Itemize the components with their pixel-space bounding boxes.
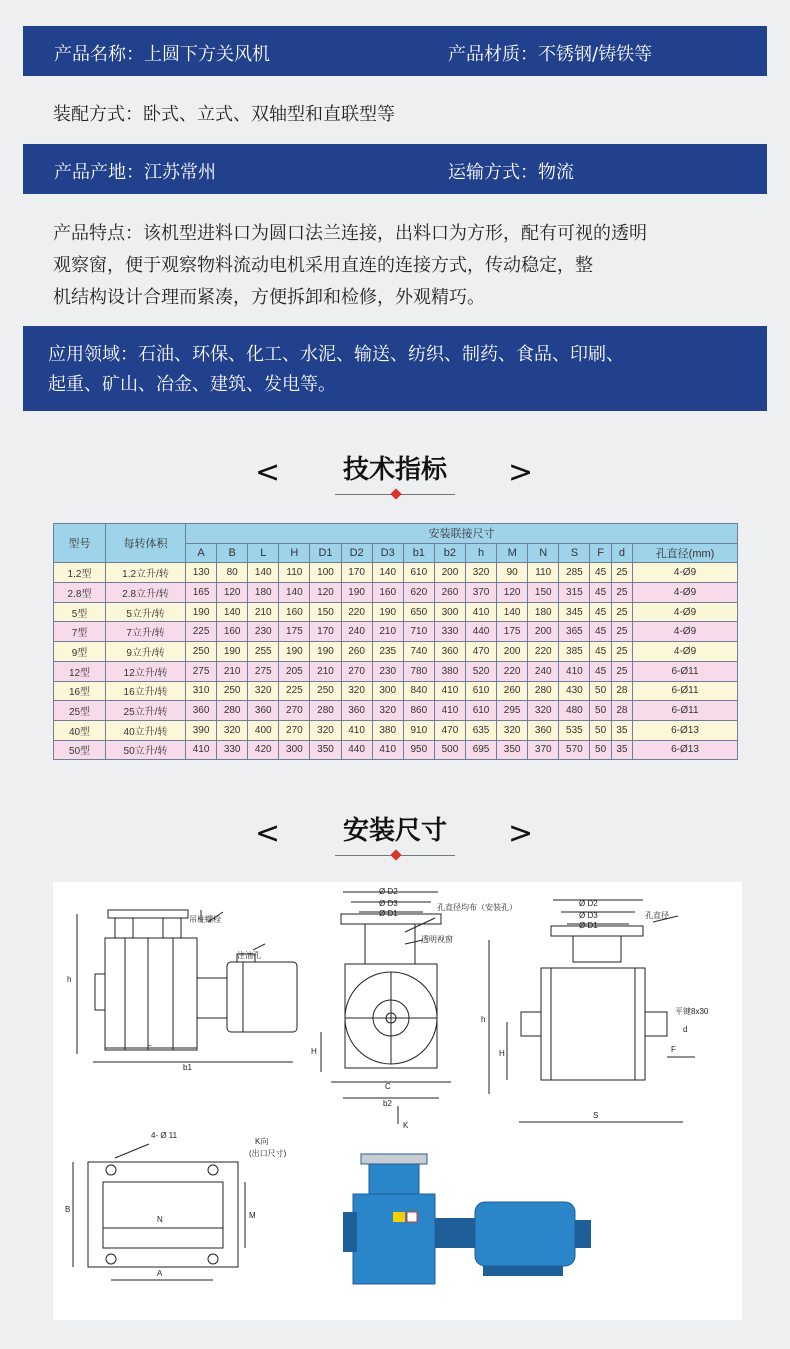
section-heading: 安装尺寸: [342, 816, 447, 846]
table-cell: 25型: [54, 701, 106, 721]
table-cell: 470: [434, 720, 465, 740]
table-cell: 255: [248, 642, 279, 662]
label-k-sub: (出口尺寸): [249, 1149, 287, 1158]
table-cell: 400: [248, 720, 279, 740]
table-cell: 650: [403, 602, 434, 622]
table-cell: 365: [559, 622, 590, 642]
label-lifting: 吊柱螺栓: [189, 915, 221, 924]
table-cell: 5立升/转: [106, 602, 186, 622]
label-hole4: 4- Ø 11: [151, 1131, 178, 1140]
table-cell: 210: [217, 661, 248, 681]
table-cell: 50: [590, 701, 611, 721]
table-cell: 300: [434, 602, 465, 622]
table-cell: 40型: [54, 720, 106, 740]
header-dim: b1: [403, 543, 434, 563]
info-band-origin-transport: [23, 144, 767, 194]
table-cell: 320: [341, 681, 372, 701]
table-row: [54, 642, 738, 662]
table-cell: 6-Ø11: [633, 661, 738, 681]
label-key: 平键8x30: [675, 1007, 709, 1016]
table-cell: 320: [372, 701, 403, 721]
table-cell: 9型: [54, 642, 106, 662]
table-cell: 16型: [54, 681, 106, 701]
table-cell: 240: [528, 661, 559, 681]
dim-d2-end: Ø D2: [579, 899, 598, 908]
header-dim: S: [559, 543, 590, 563]
outlet-view: [73, 1144, 245, 1280]
table-cell: 150: [528, 583, 559, 603]
table-cell: 610: [465, 701, 496, 721]
table-cell: 9立升/转: [106, 642, 186, 662]
table-cell: 320: [310, 720, 341, 740]
table-cell: 6-Ø13: [633, 720, 738, 740]
spec-table: [53, 523, 738, 760]
table-cell: 45: [590, 602, 611, 622]
table-cell: 6-Ø11: [633, 681, 738, 701]
table-cell: 190: [310, 642, 341, 662]
table-cell: 120: [310, 583, 341, 603]
table-cell: 300: [279, 740, 310, 760]
table-cell: 570: [559, 740, 590, 760]
table-cell: 200: [434, 563, 465, 583]
table-cell: 535: [559, 720, 590, 740]
table-cell: 310: [186, 681, 217, 701]
table-cell: 160: [217, 622, 248, 642]
table-cell: 410: [372, 740, 403, 760]
table-cell: 210: [248, 602, 279, 622]
table-cell: 110: [528, 563, 559, 583]
table-cell: 28: [611, 701, 632, 721]
dim-h: h: [67, 975, 72, 984]
header-dim: M: [497, 543, 528, 563]
table-row: [54, 661, 738, 681]
table-cell: 410: [465, 602, 496, 622]
product-material: 产品材质：不锈钢/铸铁等: [448, 44, 653, 65]
header-dim: h: [465, 543, 496, 563]
application-line: 应用领域：石油、环保、化工、水泥、输送、纺织、制药、食品、印刷、: [48, 344, 624, 365]
table-cell: 695: [465, 740, 496, 760]
header-dim: H: [279, 543, 310, 563]
header-dim: B: [217, 543, 248, 563]
table-cell: 170: [341, 563, 372, 583]
header-dim: 孔直径(mm): [633, 543, 738, 563]
table-cell: 2.8型: [54, 583, 106, 603]
table-cell: 4-Ø9: [633, 563, 738, 583]
table-cell: 440: [465, 622, 496, 642]
dim-b1: b1: [183, 1063, 192, 1072]
table-cell: 220: [341, 602, 372, 622]
table-cell: 230: [248, 622, 279, 642]
dim-A: A: [157, 1269, 163, 1278]
table-cell: 410: [341, 720, 372, 740]
dim-L: L: [147, 1039, 152, 1048]
dim-M: M: [249, 1211, 256, 1220]
table-cell: 240: [341, 622, 372, 642]
table-cell: 330: [217, 740, 248, 760]
table-row: [54, 740, 738, 760]
table-cell: 110: [279, 563, 310, 583]
table-cell: 390: [186, 720, 217, 740]
table-cell: 2.8立升/转: [106, 583, 186, 603]
section-title-tech: [0, 443, 790, 513]
header-dim: F: [590, 543, 611, 563]
section-title-install: [0, 804, 790, 874]
table-cell: 45: [590, 563, 611, 583]
table-cell: 4-Ø9: [633, 642, 738, 662]
table-cell: 40立升/转: [106, 720, 186, 740]
label-k-arrow: K: [403, 1121, 409, 1130]
table-cell: 7立升/转: [106, 622, 186, 642]
table-row: [54, 622, 738, 642]
product-features: [53, 218, 647, 314]
table-cell: 280: [217, 701, 248, 721]
install-drawing-svg: [53, 882, 742, 1320]
dim-d3-end: Ø D3: [579, 911, 598, 920]
table-cell: 190: [186, 602, 217, 622]
table-cell: 170: [310, 622, 341, 642]
table-cell: 280: [528, 681, 559, 701]
table-cell: 16立升/转: [106, 681, 186, 701]
table-cell: 620: [403, 583, 434, 603]
table-cell: 380: [434, 661, 465, 681]
info-band-name-material: [23, 26, 767, 76]
transport-method: 运输方式：物流: [448, 162, 574, 183]
dim-d3: Ø D3: [379, 899, 398, 908]
table-cell: 270: [279, 701, 310, 721]
table-cell: 130: [186, 563, 217, 583]
table-cell: 165: [186, 583, 217, 603]
table-row: [54, 701, 738, 721]
table-cell: 190: [372, 602, 403, 622]
table-cell: 50立升/转: [106, 740, 186, 760]
end-view: [489, 900, 695, 1122]
table-cell: 910: [403, 720, 434, 740]
table-cell: 100: [310, 563, 341, 583]
table-cell: 430: [559, 681, 590, 701]
table-cell: 1.2立升/转: [106, 563, 186, 583]
table-cell: 320: [217, 720, 248, 740]
header-dim: D2: [341, 543, 372, 563]
features-line: 产品特点：该机型进料口为圆口法兰连接，出料口为方形，配有可视的透明: [53, 223, 647, 244]
table-cell: 90: [497, 563, 528, 583]
table-cell: 50型: [54, 740, 106, 760]
dim-d1: Ø D1: [379, 909, 398, 918]
table-cell: 330: [434, 622, 465, 642]
dim-d1-end: Ø D1: [579, 921, 598, 930]
table-cell: 260: [434, 583, 465, 603]
dim-H: H: [311, 1047, 317, 1056]
table-cell: 220: [497, 661, 528, 681]
table-cell: 270: [279, 720, 310, 740]
table-cell: 320: [248, 681, 279, 701]
table-row: [54, 602, 738, 622]
table-cell: 25: [611, 583, 632, 603]
table-cell: 25立升/转: [106, 701, 186, 721]
table-cell: 740: [403, 642, 434, 662]
application-band: [23, 326, 767, 411]
table-cell: 4-Ø9: [633, 583, 738, 603]
header-dim: D1: [310, 543, 341, 563]
table-cell: 320: [528, 701, 559, 721]
table-cell: 410: [434, 681, 465, 701]
table-cell: 370: [465, 583, 496, 603]
table-cell: 410: [559, 661, 590, 681]
table-cell: 200: [528, 622, 559, 642]
table-cell: 480: [559, 701, 590, 721]
table-cell: 140: [279, 583, 310, 603]
table-cell: 710: [403, 622, 434, 642]
dim-H-end: H: [499, 1049, 505, 1058]
label-k-dir: K向: [255, 1137, 269, 1146]
table-cell: 150: [310, 602, 341, 622]
header-volume: 每转体积: [106, 524, 186, 563]
table-cell: 225: [186, 622, 217, 642]
table-cell: 175: [497, 622, 528, 642]
table-row: [54, 583, 738, 603]
table-cell: 610: [465, 681, 496, 701]
table-row: [54, 681, 738, 701]
table-cell: 275: [186, 661, 217, 681]
table-cell: 6-Ø13: [633, 740, 738, 760]
table-cell: 50: [590, 720, 611, 740]
side-view: [77, 910, 297, 1062]
dim-d2: Ø D2: [379, 887, 398, 896]
table-cell: 25: [611, 661, 632, 681]
right-angle: >: [508, 455, 534, 490]
table-cell: 205: [279, 661, 310, 681]
table-cell: 385: [559, 642, 590, 662]
table-cell: 180: [528, 602, 559, 622]
table-cell: 345: [559, 602, 590, 622]
table-cell: 28: [611, 681, 632, 701]
table-cell: 260: [341, 642, 372, 662]
features-line: 观察窗，便于观察物料流动电机采用直连的连接方式，传动稳定，整: [53, 255, 593, 276]
label-window: 透明视窗: [421, 935, 453, 944]
table-cell: 275: [248, 661, 279, 681]
section-heading: 技术指标: [342, 455, 447, 485]
dim-b2: b2: [383, 1099, 392, 1108]
dim-F: F: [671, 1045, 676, 1054]
table-cell: 360: [248, 701, 279, 721]
table-cell: 210: [310, 661, 341, 681]
table-cell: 520: [465, 661, 496, 681]
table-cell: 35: [611, 720, 632, 740]
assembly-method: 装配方式：卧式、立式、双轴型和直联型等: [53, 104, 395, 125]
label-hole-dia: 孔直径: [645, 911, 669, 920]
product-name: 产品名称：上圆下方关风机: [54, 44, 270, 65]
table-cell: 190: [279, 642, 310, 662]
table-cell: 210: [372, 622, 403, 642]
dim-N: N: [157, 1215, 163, 1224]
table-cell: 190: [217, 642, 248, 662]
table-cell: 5型: [54, 602, 106, 622]
label-oil: 注油孔: [237, 951, 261, 960]
table-cell: 410: [434, 701, 465, 721]
table-cell: 220: [528, 642, 559, 662]
left-angle: <: [255, 455, 281, 490]
table-cell: 295: [497, 701, 528, 721]
table-cell: 140: [497, 602, 528, 622]
header-dim: D3: [372, 543, 403, 563]
table-cell: 420: [248, 740, 279, 760]
table-cell: 120: [217, 583, 248, 603]
table-cell: 25: [611, 602, 632, 622]
table-cell: 50: [590, 740, 611, 760]
features-line: 机结构设计合理而紧凑，方便拆卸和检修，外观精巧。: [53, 287, 485, 308]
table-cell: 840: [403, 681, 434, 701]
table-cell: 12立升/转: [106, 661, 186, 681]
product-origin: 产品产地：江苏常州: [54, 162, 216, 183]
table-cell: 45: [590, 642, 611, 662]
table-cell: 360: [434, 642, 465, 662]
table-cell: 160: [372, 583, 403, 603]
header-model: 型号: [54, 524, 106, 563]
table-cell: 230: [372, 661, 403, 681]
table-cell: 635: [465, 720, 496, 740]
table-cell: 140: [248, 563, 279, 583]
table-cell: 360: [186, 701, 217, 721]
label-holes-dist: 孔直径均布（安装孔）: [437, 903, 517, 912]
table-cell: 250: [217, 681, 248, 701]
table-cell: 610: [403, 563, 434, 583]
table-cell: 45: [590, 661, 611, 681]
table-cell: 410: [186, 740, 217, 760]
table-cell: 80: [217, 563, 248, 583]
dim-h-end: h: [481, 1015, 486, 1024]
header-dim: N: [528, 543, 559, 563]
table-cell: 225: [279, 681, 310, 701]
spec-body: [54, 563, 738, 760]
header-dim: L: [248, 543, 279, 563]
table-cell: 280: [310, 701, 341, 721]
table-cell: 7型: [54, 622, 106, 642]
table-cell: 360: [341, 701, 372, 721]
table-row: [54, 563, 738, 583]
right-angle: >: [508, 816, 534, 851]
table-cell: 250: [310, 681, 341, 701]
table-cell: 780: [403, 661, 434, 681]
table-cell: 250: [186, 642, 217, 662]
table-cell: 315: [559, 583, 590, 603]
header-dim: d: [611, 543, 632, 563]
table-cell: 950: [403, 740, 434, 760]
table-cell: 500: [434, 740, 465, 760]
table-cell: 190: [341, 583, 372, 603]
table-cell: 270: [341, 661, 372, 681]
header-dim: b2: [434, 543, 465, 563]
dim-S: S: [593, 1111, 599, 1120]
table-cell: 4-Ø9: [633, 622, 738, 642]
table-cell: 50: [590, 681, 611, 701]
table-cell: 320: [497, 720, 528, 740]
table-cell: 350: [497, 740, 528, 760]
table-cell: 860: [403, 701, 434, 721]
table-cell: 175: [279, 622, 310, 642]
table-cell: 370: [528, 740, 559, 760]
title-diamond: [390, 849, 401, 860]
application-line: 起重、矿山、冶金、建筑、发电等。: [48, 374, 336, 395]
title-diamond: [390, 488, 401, 499]
table-cell: 140: [217, 602, 248, 622]
install-drawing: [53, 882, 742, 1320]
table-cell: 160: [279, 602, 310, 622]
table-row: [54, 720, 738, 740]
table-cell: 285: [559, 563, 590, 583]
header-dim: A: [186, 543, 217, 563]
table-cell: 235: [372, 642, 403, 662]
dim-B: B: [65, 1205, 71, 1214]
header-install-dims: 安装联接尺寸: [186, 524, 738, 544]
table-cell: 25: [611, 563, 632, 583]
table-cell: 470: [465, 642, 496, 662]
table-cell: 350: [310, 740, 341, 760]
table-cell: 380: [372, 720, 403, 740]
table-cell: 6-Ø11: [633, 701, 738, 721]
table-cell: 300: [372, 681, 403, 701]
table-cell: 360: [528, 720, 559, 740]
product-illustration: [343, 1154, 591, 1284]
table-cell: 45: [590, 583, 611, 603]
table-cell: 260: [497, 681, 528, 701]
table-cell: 1.2型: [54, 563, 106, 583]
table-cell: 180: [248, 583, 279, 603]
table-cell: 120: [497, 583, 528, 603]
table-cell: 140: [372, 563, 403, 583]
table-cell: 45: [590, 622, 611, 642]
table-cell: 440: [341, 740, 372, 760]
table-cell: 35: [611, 740, 632, 760]
table-cell: 4-Ø9: [633, 602, 738, 622]
left-angle: <: [255, 816, 281, 851]
table-cell: 12型: [54, 661, 106, 681]
dim-C: C: [385, 1082, 391, 1091]
dim-d: d: [683, 1025, 688, 1034]
table-cell: 200: [497, 642, 528, 662]
table-cell: 25: [611, 642, 632, 662]
table-cell: 320: [465, 563, 496, 583]
table-cell: 25: [611, 622, 632, 642]
